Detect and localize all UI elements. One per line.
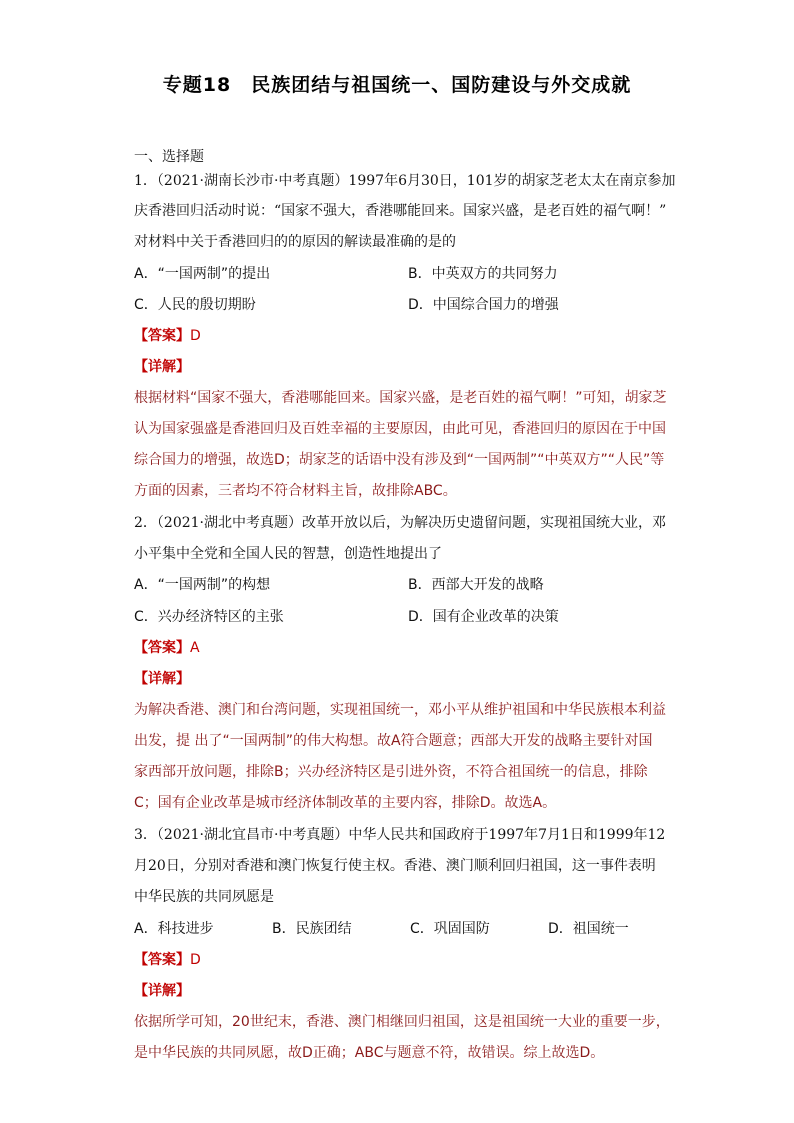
answer-tag: 【答案】 (134, 640, 190, 656)
q2-line-2: 小平集中全党和全国人民的智慧，创造性地提出了 (134, 546, 442, 562)
q2-answer (134, 638, 200, 658)
q1-line-1: 1．（2021·湖南长沙市·中考真题）1997年6月30日，101岁的胡家芝老太太在南京参加 (134, 173, 676, 189)
q2-detail-line-1: 为解决香港、澳门和台湾问题，实现祖国统一，邓小平从维护祖国和中华民族根本利益 (134, 702, 666, 718)
q2-detail-tag: 【详解】 (134, 671, 190, 687)
q1-detail-line-4: 方面的因素，三者均不符合材料主旨，故排除ABC。 (134, 483, 457, 499)
q1-line-2: 庆香港回归活动时说：“国家不强大，香港哪能回来。国家兴盛，是老百姓的福气啊！” (134, 203, 667, 219)
q3-line-2: 月20日，分别对香港和澳门恢复行使主权。香港、澳门顺利回归祖国，这一事件表明 (134, 858, 656, 874)
q1-answer (134, 326, 201, 346)
q3-detail-line-1: 依据所学可知，20世纪末，香港、澳门相继回归祖国，这是祖国统一大业的重要一步， (134, 1014, 670, 1030)
q1-detail-tag: 【详解】 (134, 359, 190, 375)
q2-option-d: D．国有企业改革的决策 (408, 609, 559, 625)
section-heading: 一、选择题 (134, 149, 204, 165)
q1-detail-line-1: 根据材料“国家不强大，香港哪能回来。国家兴盛，是老百姓的福气啊！”可知，胡家芝 (134, 390, 667, 406)
q3-option-d: D．祖国统一 (548, 921, 629, 937)
q2-answer-value: A (190, 640, 200, 656)
q3-line-1: 3．（2021·湖北宜昌市·中考真题）中华人民共和国政府于1997年7月1日和1999年12 (134, 827, 666, 843)
q1-option-d: D．中国综合国力的增强 (408, 297, 559, 313)
q3-line-3: 中华民族的共同夙愿是 (134, 889, 274, 905)
q1-option-c: C．人民的殷切期盼 (134, 297, 256, 313)
q1-option-a: A．“一国两制”的提出 (134, 266, 271, 282)
q2-detail-line-2: 出发，提 出了“一国两制”的伟大构想。故A符合题意；西部大开发的战略主要针对国 (134, 733, 653, 749)
q3-option-c: C．巩固国防 (410, 921, 490, 937)
answer-tag: 【答案】 (134, 952, 190, 968)
answer-tag: 【答案】 (134, 328, 190, 344)
q2-detail-line-4: C；国有企业改革是城市经济体制改革的主要内容，排除D。故选A。 (134, 795, 557, 811)
q3-detail-tag: 【详解】 (134, 983, 190, 999)
q3-detail-line-2: 是中华民族的共同夙愿，故D正确；ABC与题意不符，故错误。综上故选D。 (134, 1045, 605, 1061)
q2-line-1: 2．（2021·湖北中考真题）改革开放以后，为解决历史遗留问题，实现祖国统大业，邓 (134, 515, 666, 531)
q2-detail-line-3: 家西部开放问题，排除B；兴办经济特区是引进外资，不符合祖国统一的信息，排除 (134, 764, 648, 780)
q2-option-b: B．西部大开发的战略 (408, 577, 544, 593)
page-title: 专题18 民族团结与祖国统一、国防建设与外交成就 (162, 74, 632, 96)
q3-answer-value: D (190, 952, 201, 968)
q1-detail-line-3: 综合国力的增强，故选D；胡家芝的话语中没有涉及到“一国两制”“中英双方”“人民”等 (134, 452, 665, 468)
q1-option-b: B．中英双方的共同努力 (408, 266, 558, 282)
q1-answer-value: D (190, 328, 201, 344)
q1-detail-line-2: 认为国家强盛是香港回归及百姓幸福的主要原因，由此可见，香港回归的原因在于中国 (134, 421, 666, 437)
q3-answer (134, 950, 201, 970)
q2-option-a: A．“一国两制”的构想 (134, 577, 271, 593)
q3-option-b: B．民族团结 (272, 921, 352, 937)
q3-option-a: A．科技进步 (134, 921, 214, 937)
q2-option-c: C．兴办经济特区的主张 (134, 609, 284, 625)
q1-line-3: 对材料中关于香港回归的的原因的解读最准确的是的 (134, 234, 456, 250)
